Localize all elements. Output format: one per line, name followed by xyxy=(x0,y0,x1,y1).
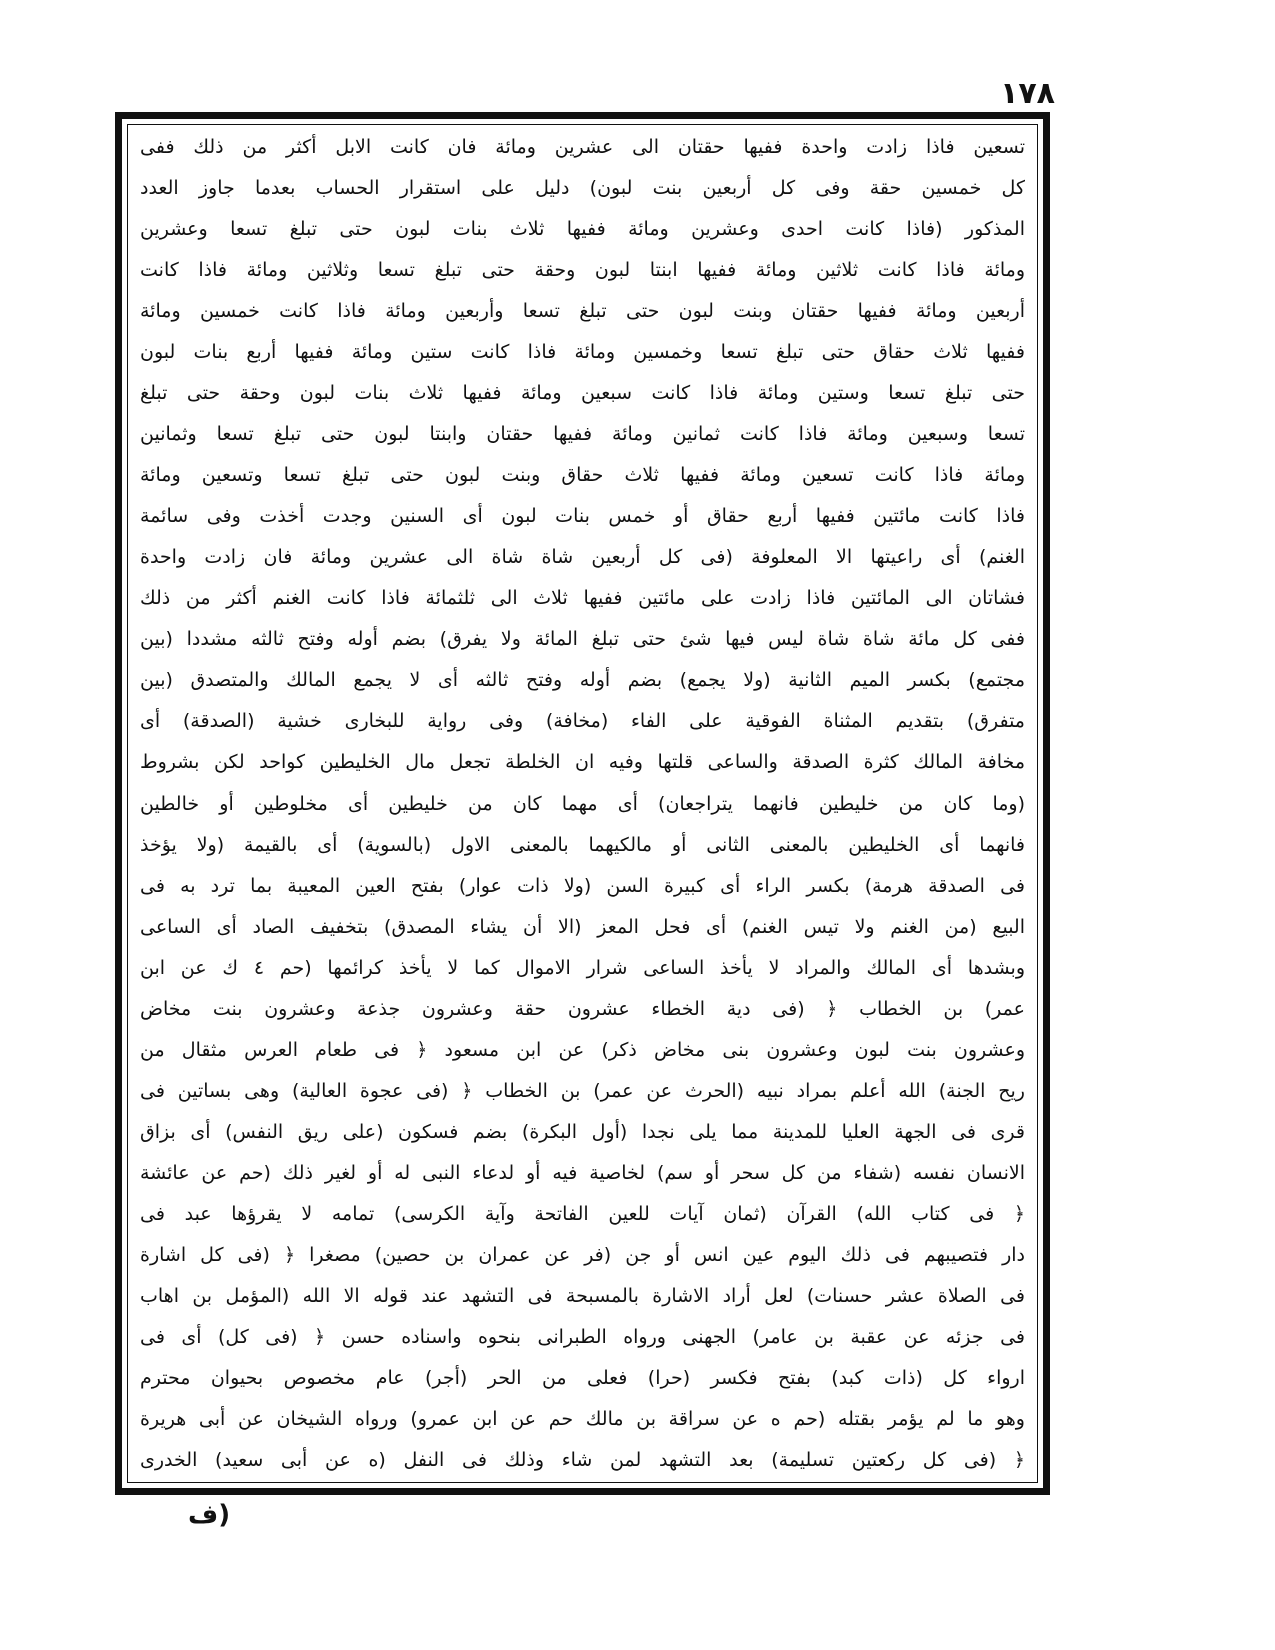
text-line: عمر) بن الخطاب ﴿ (فى دية الخطاء عشرون حقة وعشرون جذعة وعشرون بنت مخاض xyxy=(140,997,1025,1020)
text-line: وبشدها أى المالك والمراد لا يأخذ الساعى شرار الاموال كما لا يأخذ كرائمها (حم ٤ ك عن ابن xyxy=(140,956,1025,979)
text-line: دار فتصيبهم فى ذلك اليوم عين انس أو جن (فر عن عمران بن حصين) مصغرا ﴿ (فى كل اشارة xyxy=(140,1243,1025,1266)
page-number: ١٧٨ xyxy=(1000,76,1055,111)
text-line: ريح الجنة) الله أعلم بمراد نبيه (الحرث عن عمر) بن الخطاب ﴿ (فى عجوة العالية) وهى بساتين فى xyxy=(140,1079,1025,1102)
text-line: فى الصدقة هرمة) بكسر الراء أى كبيرة السن (ولا ذات عوار) بفتح العين المعيبة بما ترد به فى xyxy=(140,874,1025,897)
text-line: الانسان نفسه (شفاء من كل سحر أو سم) لخاصية فيه أو لدعاء النبى له أو لغير ذلك (حم عن عائشة xyxy=(140,1161,1025,1184)
catchword: (ف xyxy=(188,1500,231,1530)
text-line: البيع (من الغنم ولا تيس الغنم) أى فحل المعز (الا أن يشاء المصدق) بتخفيف الصاد أى الساعى xyxy=(140,915,1025,938)
text-line: تسعا وسبعين ومائة فاذا كانت ثمانين ومائة ففيها حقتان وابنتا لبون حتى تبلغ تسعا وثمانين xyxy=(140,423,1025,446)
main-text-block xyxy=(140,133,1025,1474)
text-line: مجتمع) بكسر الميم الثانية (ولا يجمع) بضم أوله وفتح ثالثه أى لا يجمع المالك والمتصدق (بين xyxy=(140,669,1025,692)
text-line: فانهما أى الخليطين بالمعنى الثانى أو مالكيهما بالمعنى الاول (بالسوية) أى بالقيمة (ولا يؤخذ xyxy=(140,833,1025,856)
text-line: فاذا كانت مائتين ففيها أربع حقاق أو خمس بنات لبون أى السنين وجدت أخذت وفى سائمة xyxy=(140,505,1025,528)
text-line: (وما كان من خليطين فانهما يتراجعان) أى مهما كان من خليطين أى مخلوطين أو خالطين xyxy=(140,792,1025,815)
text-line: أربعين ومائة ففيها حقتان وبنت لبون حتى تبلغ تسعا وأربعين ومائة فاذا كانت خمسين ومائة xyxy=(140,300,1025,323)
page-border-inner xyxy=(127,124,1038,1483)
text-line: حتى تبلغ تسعا وستين ومائة فاذا كانت سبعين ومائة ففيها ثلاث بنات لبون وحقة حتى تبلغ xyxy=(140,382,1025,405)
text-line: وهو ما لم يؤمر بقتله (حم ه عن سراقة بن مالك حم عن ابن عمرو) ورواه الشيخان عن أبى هريرة xyxy=(140,1407,1025,1430)
text-line: فى الصلاة عشر حسنات) لعل أراد الاشارة بالمسبحة فى التشهد عند قوله الا الله (المؤمل بن اهاب xyxy=(140,1284,1025,1307)
text-line: مخافة المالك كثرة الصدقة والساعى قلتها وفيه ان الخلطة تجعل مال الخليطين كواحد لكن بشروط xyxy=(140,751,1025,774)
text-line: متفرق) بتقديم المثناة الفوقية على الفاء (مخافة) وفى رواية للبخارى خشية (الصدقة) أى xyxy=(140,710,1025,733)
text-line: الغنم) أى راعيتها الا المعلوفة (فى كل أربعين شاة شاة الى عشرين ومائة فان زادت واحدة xyxy=(140,546,1025,569)
text-line: قرى فى الجهة العليا للمدينة مما يلى نجدا (أول البكرة) بضم فسكون (على ريق النفس) أى بزاق xyxy=(140,1120,1025,1143)
text-line: كل خمسين حقة وفى كل أربعين بنت لبون) دليل على استقرار الحساب بعدما جاوز العدد xyxy=(140,177,1025,200)
text-line: ﴿ فى كتاب الله) القرآن (ثمان آيات للعين الفاتحة وآية الكرسى) تمامه لا يقرؤها عبد فى xyxy=(140,1202,1025,1225)
text-line: المذكور (فاذا كانت احدى وعشرين ومائة ففيها ثلاث بنات لبون حتى تبلغ تسعا وعشرين xyxy=(140,218,1025,241)
text-line: ومائة فاذا كانت ثلاثين ومائة ففيها ابنتا لبون وحقة حتى تبلغ تسعا وثلاثين ومائة فاذا كانت xyxy=(140,259,1025,282)
text-line: ارواء كل (ذات كبد) بفتح فكسر (حرا) فعلى من الحر (أجر) عام مخصوص بحيوان محترم xyxy=(140,1366,1025,1389)
text-line: فشاتان الى المائتين فاذا زادت على مائتين ففيها ثلاث الى ثلثمائة فاذا كانت الغنم أكثر من ذلك xyxy=(140,587,1025,610)
text-line: ومائة فاذا كانت تسعين ومائة ففيها ثلاث حقاق وبنت لبون حتى تبلغ تسعا وتسعين ومائة xyxy=(140,464,1025,487)
text-line: ففيها ثلاث حقاق حتى تبلغ تسعا وخمسين ومائة فاذا كانت ستين ومائة ففيها أربع بنات لبون xyxy=(140,341,1025,364)
text-line: تسعين فاذا زادت واحدة ففيها حقتان الى عشرين ومائة فان كانت الابل أكثر من ذلك ففى xyxy=(140,136,1025,158)
text-line: وعشرون بنت لبون وعشرون بنى مخاض ذكر) عن ابن مسعود ﴿ فى طعام العرس مثقال من xyxy=(140,1038,1025,1061)
text-line: ﴿ (فى كل ركعتين تسليمة) بعد التشهد لمن شاء وذلك فى النفل (ه عن أبى سعيد) الخدرى xyxy=(140,1449,1025,1471)
page-border xyxy=(115,112,1050,1495)
text-line: فى جزئه عن عقبة بن عامر) الجهنى ورواه الطبرانى بنحوه واسناده حسن ﴿ (فى كل) أى فى xyxy=(140,1325,1025,1348)
text-line: ففى كل مائة شاة شاة ليس فيها شئ حتى تبلغ المائة ولا يفرق) بضم أوله وفتح ثالثه مشددا (بين xyxy=(140,628,1025,651)
